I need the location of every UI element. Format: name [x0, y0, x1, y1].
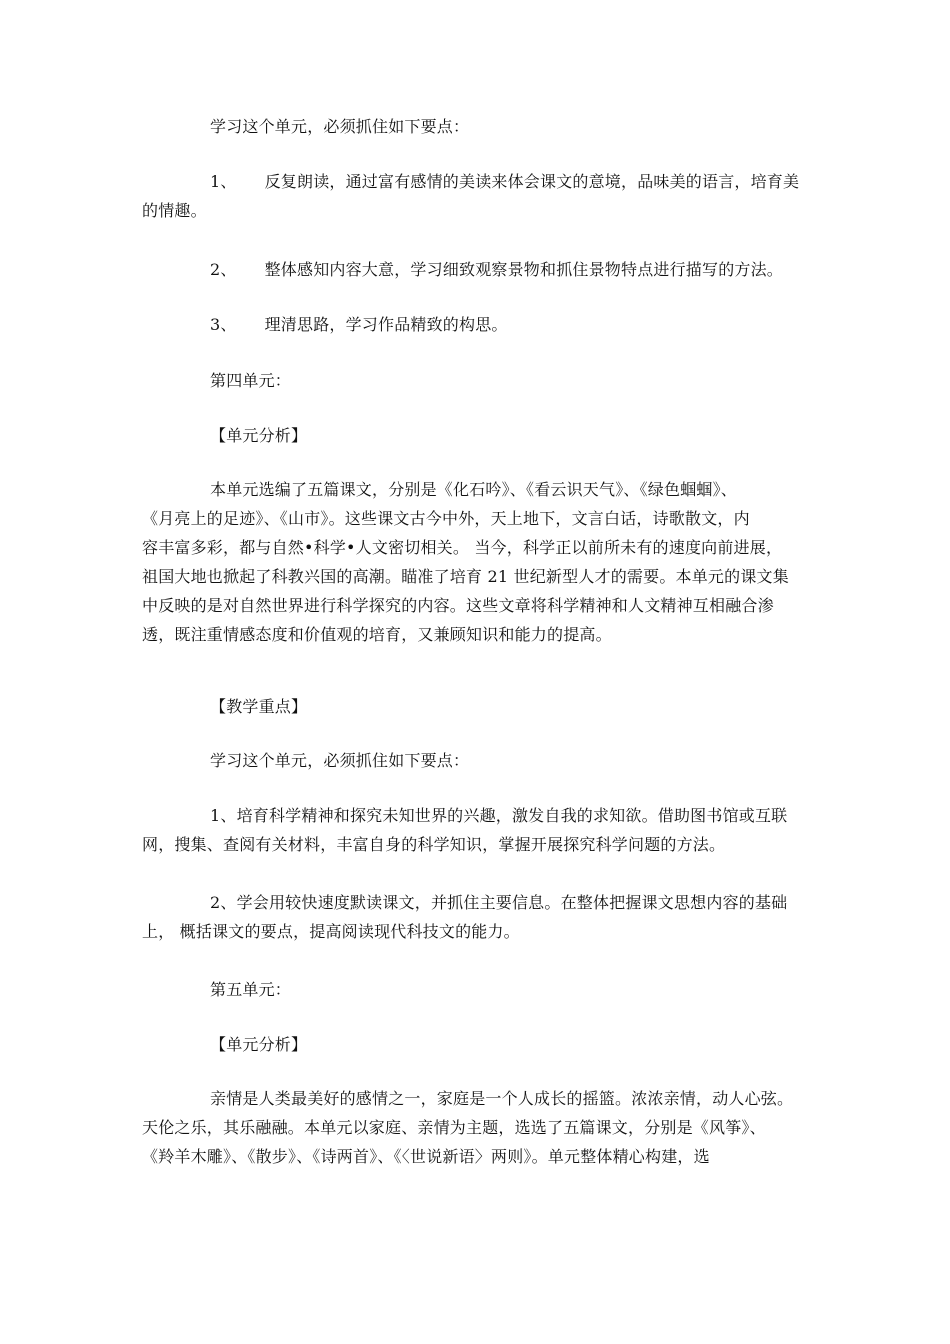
unit5-title: [142, 975, 808, 1004]
unit3-points-intro: [142, 112, 808, 141]
paragraph-line: 网，搜集、查阅有关材料，丰富自身的科学知识，掌握开展探究科学问题的方法。: [142, 835, 726, 854]
paragraph-line: 《月亮上的足迹》、《山市》。这些课文古今中外，天上地下，文言白话，诗歌散文，内: [142, 509, 750, 528]
paragraph-line: 《羚羊木雕》、《散步》、《诗两首》、《〈世说新语〉两则》。单元整体精心构建，选: [142, 1147, 710, 1166]
unit4-focus-intro: [142, 746, 808, 775]
paragraph-line: 2、学会用较快速度默读课文，并抓住主要信息。在整体把握课文思想内容的基础: [210, 893, 788, 912]
unit4-focus-item-2: [142, 888, 808, 946]
paragraph-line: 祖国大地也掀起了科教兴国的高潮。瞄准了培育 21 世纪新型人才的需要。本单元的课文集: [142, 567, 789, 586]
unit3-point-2: [142, 255, 808, 284]
paragraph-line: [142, 255, 808, 284]
paragraph-line: 透，既注重情感态度和价值观的培育，又兼顾知识和能力的提高。: [142, 625, 612, 644]
subsection-heading: 【教学重点】: [210, 697, 308, 716]
unit3-point-3: [142, 310, 808, 339]
paragraph-line: 1、培育科学精神和探究未知世界的兴趣，激发自我的求知欲。借助图书馆或互联: [210, 806, 788, 825]
unit4-focus-item-1: [142, 801, 808, 859]
list-number: 1、: [210, 172, 237, 191]
unit3-point-1: [142, 167, 808, 225]
unit4-analysis-heading: [142, 421, 808, 450]
unit4-title: [142, 366, 808, 395]
paragraph-line: [142, 310, 808, 339]
section-heading: 第四单元：: [210, 371, 292, 390]
unit5-analysis-heading: [142, 1030, 808, 1059]
list-number: 3、: [210, 315, 237, 334]
paragraph-line: 学习这个单元，必须抓住如下要点：: [210, 117, 470, 136]
unit5-analysis-paragraph: [142, 1084, 808, 1171]
paragraph-line: 容丰富多彩，都与自然•科学•人文密切相关。 当今，科学正以前所未有的速度向前进展，: [142, 538, 783, 557]
unit4-focus-heading: [142, 692, 808, 721]
paragraph-line: 天伦之乐，其乐融融。本单元以家庭、亲情为主题，选选了五篇课文，分别是《风筝》、: [142, 1118, 766, 1137]
list-text: 理清思路，学习作品精致的构思。: [264, 315, 508, 334]
paragraph-line: 上， 概括课文的要点，提高阅读现代科技文的能力。: [142, 922, 520, 941]
list-text: 整体感知内容大意，学习细致观察景物和抓住景物特点进行描写的方法。: [264, 260, 783, 279]
paragraph-line: 学习这个单元，必须抓住如下要点：: [210, 751, 470, 770]
paragraph-line: 中反映的是对自然世界进行科学探究的内容。这些文章将科学精神和人文精神互相融合渗: [142, 596, 774, 615]
list-number: 2、: [210, 260, 237, 279]
subsection-heading: 【单元分析】: [210, 426, 308, 445]
subsection-heading: 【单元分析】: [210, 1035, 308, 1054]
list-text: 反复朗读，通过富有感情的美读来体会课文的意境，品味美的语言，培育美: [264, 172, 800, 191]
paragraph-line: 本单元选编了五篇课文，分别是《化石吟》、《看云识天气》、《绿色蝈蝈》、: [210, 480, 738, 499]
paragraph-line: [142, 167, 808, 196]
paragraph-line: 的情趣。: [142, 201, 207, 220]
unit4-analysis-paragraph: [142, 475, 808, 649]
section-heading: 第五单元：: [210, 980, 292, 999]
paragraph-line: 亲情是人类最美好的感情之一，家庭是一个人成长的摇篮。浓浓亲情，动人心弦。: [210, 1089, 794, 1108]
